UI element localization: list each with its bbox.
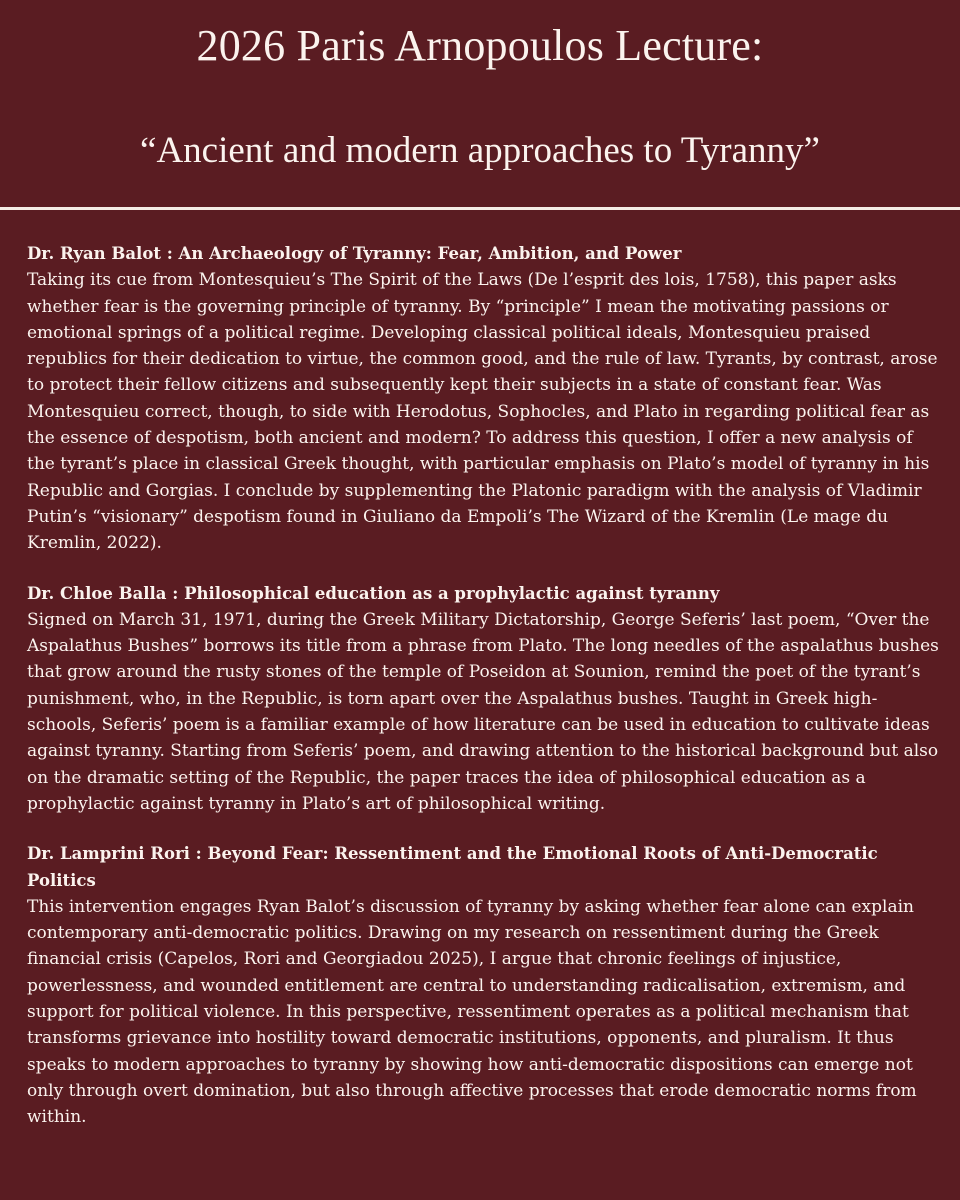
- talk-heading: Dr. Ryan Balot : An Archaeology of Tyranny: Fear, Ambition, and Power: [27, 244, 682, 263]
- talk-abstract: Taking its cue from Montesquieu’s The Spirit of the Laws (De l’esprit des lois, 1758), this paper asks whether fear is the governing principle of tyranny. By “principle” I mean the motivating passions or emotional springs of a political regime. Developing classical political ideals, Montesquieu praised republics for their dedication to virtue, the common good, and the rule of law. Tyrants, by contrast, arose to protect their fellow citizens and subsequently kept their subjects in a state of constant fear. Was Montesquieu correct, though, to side with Herodotus, Sophocles, and Plato in regarding political fear as the essence of despotism, both ancient and modern? To address this question, I offer a new analysis of the tyrant’s place in classical Greek thought, with particular emphasis on Plato’s model of tyranny in his Republic and Gorgias. I conclude by supplementing the Platonic paradigm with the analysis of Vladimir Putin’s “visionary” despotism found in Giuliano da Empoli’s The Wizard of the Kremlin (Le mage du Kremlin, 2022).: [27, 270, 938, 554]
- talk-rori: [27, 841, 942, 1130]
- talk-heading: Dr. Lamprini Rori : Beyond Fear: Ressentiment and the Emotional Roots of Anti-Democratic Politics: [27, 844, 878, 890]
- talks-list: [27, 241, 942, 1155]
- header-divider: [0, 207, 960, 210]
- lecture-title: 2026 Paris Arnopoulos Lecture:: [196, 21, 764, 70]
- talk-heading: Dr. Chloe Balla : Philosophical education as a prophylactic against tyranny: [27, 583, 720, 603]
- talk-balla: [27, 581, 942, 818]
- talk-abstract: Signed on March 31, 1971, during the Greek Military Dictatorship, George Seferis’ last poem, “Over the Aspalathus Bushes” borrows its title from a phrase from Plato. The long needles of the aspalathus bushes that grow around the rusty stones of the temple of Poseidon at Sounion, remind the poet of the tyrant’s punishment, who, in the Republic, is torn apart over the Aspalathus bushes. Taught in Greek high-schools, Seferis’ poem is a familiar example of how literature can be used in education to cultivate ideas against tyranny. Starting from Seferis’ poem, and drawing attention to the historical background but also on the dramatic setting of the Republic, the paper traces the idea of philosophical education as a prophylactic against tyranny in Plato’s art of philosophical writing.: [27, 609, 939, 814]
- lecture-subtitle: “Ancient and modern approaches to Tyranny”: [140, 130, 820, 171]
- talk-abstract: This intervention engages Ryan Balot’s discussion of tyranny by asking whether fear alone can explain contemporary anti-democratic politics. Drawing on my research on ressentiment during the Greek financial crisis (Capelos, Rori and Georgiadou 2025), I argue that chronic feelings of injustice, powerlessness, and wounded entitlement are central to understanding radicalisation, extremism, and support for political violence. In this perspective, ressentiment operates as a political mechanism that transforms grievance into hostility toward democratic institutions, opponents, and pluralism. It thus speaks to modern approaches to tyranny by showing how anti-democratic dispositions can emerge not only through overt domination, but also through affective processes that erode democratic norms from within.: [27, 896, 917, 1128]
- lecture-header: [0, 0, 960, 208]
- talk-balot: [27, 241, 942, 557]
